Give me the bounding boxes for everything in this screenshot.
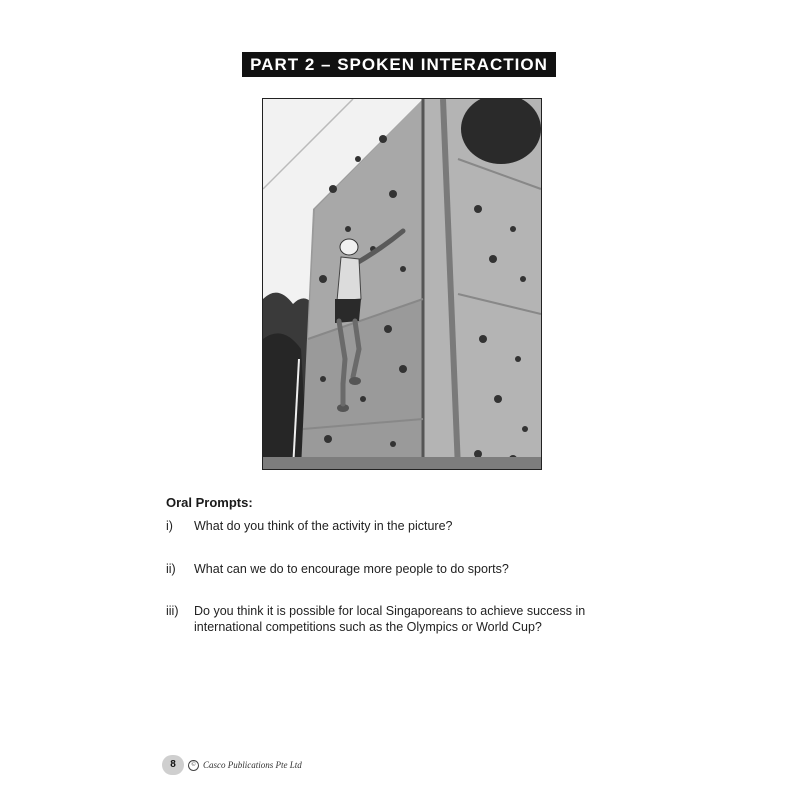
- copyright-icon: ©: [188, 760, 199, 771]
- oral-prompts-title: Oral Prompts:: [166, 495, 253, 510]
- prompt-text: What do you think of the activity in the picture?: [194, 519, 453, 533]
- prompt-text: What can we do to encourage more people to do sports?: [194, 562, 509, 576]
- prompt-number: ii): [166, 562, 176, 576]
- rock-climbing-illustration: [263, 99, 541, 469]
- prompt-number: iii): [166, 604, 179, 618]
- page-number: 8: [162, 755, 184, 775]
- prompt-text: Do you think it is possible for local Singaporeans to achieve success in international competitions such as the Olympics or World Cup?: [194, 604, 586, 634]
- climbing-wall-photo: [262, 98, 542, 470]
- publisher-name: Casco Publications Pte Ltd: [203, 760, 302, 770]
- prompt-number: i): [166, 519, 173, 533]
- page-footer: [162, 755, 302, 775]
- section-heading: PART 2 – SPOKEN INTERACTION: [242, 52, 556, 77]
